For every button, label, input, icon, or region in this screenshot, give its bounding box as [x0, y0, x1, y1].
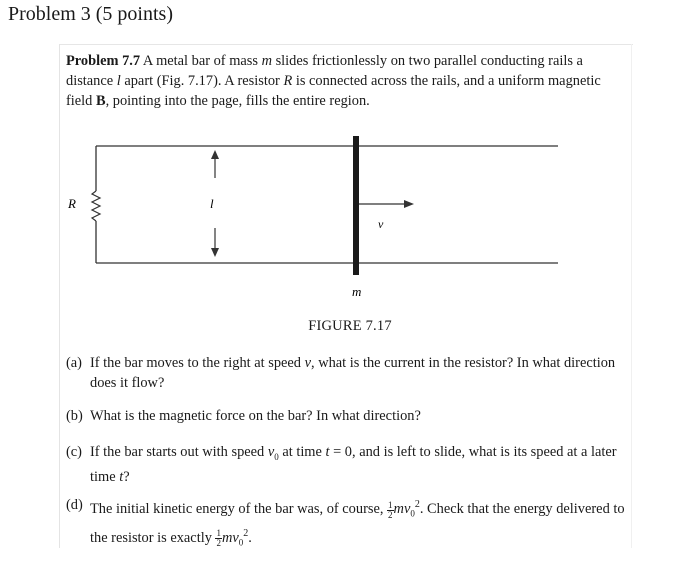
problem-text-1: A metal bar of mass — [140, 53, 262, 69]
rail-circuit-figure — [62, 136, 582, 306]
question-d-text: The initial kinetic energy of the bar was, of course, $\frac{1}{2}$ $mv_0^2$. Check that the energy delivered to the resistor is exactly $\frac{1}{2}$ $mv_0^2$. — [90, 499, 625, 549]
box-right-border — [631, 44, 632, 548]
problem-text-2: slides frictionlessly on two parallel conducting rails a distance — [66, 53, 583, 89]
question-b-label: (b) — [66, 408, 83, 424]
var-R: R — [283, 73, 293, 89]
problem-text-3: apart (Fig. 7.17). A resistor — [120, 73, 284, 89]
figure-caption: FIGURE 7.17 — [308, 318, 392, 334]
question-a — [66, 353, 626, 393]
question-c-label: (c) — [66, 444, 82, 460]
box-left-border — [59, 44, 60, 548]
question-a-label: (a) — [66, 355, 82, 371]
question-c — [66, 442, 626, 487]
problem-text-4: is connected across the rails, and a uniform magnetic field — [66, 73, 601, 109]
question-d — [66, 495, 626, 552]
question-b — [66, 406, 626, 426]
velocity-label: v — [378, 217, 384, 231]
var-m: m — [261, 53, 272, 69]
arrowhead-down-icon — [211, 248, 219, 257]
question-c-text: If the bar starts out with speed $v_0$ at time t = 0, and is left to slide, what is its speed at a later time t? — [90, 444, 617, 485]
separation-label: l — [210, 196, 214, 211]
resistor-label: R — [68, 196, 76, 211]
box-top-border — [59, 44, 633, 45]
question-a-text: If the bar moves to the right at speed v, what is the current in the resistor? In what direction does it flow? — [90, 355, 616, 391]
arrowhead-right-icon — [404, 200, 414, 208]
fraction-half: $\frac{1}{2}$ — [388, 499, 393, 520]
var-l: l — [116, 73, 121, 89]
arrowhead-up-icon — [211, 150, 219, 159]
problem-text-5: , pointing into the page, fills the entire region. — [105, 93, 370, 109]
resistor-zigzag — [92, 191, 100, 221]
fraction-half-2: $\frac{1}{2}$ — [216, 528, 221, 549]
question-d-label: (d) — [66, 497, 83, 513]
mass-label: m — [352, 284, 362, 299]
page-heading: Problem 3 (5 points) — [8, 3, 173, 25]
var-B: B — [95, 93, 106, 109]
question-b-text: What is the magnetic force on the bar? In what direction? — [90, 408, 421, 424]
problem-label: Problem 7.7 — [66, 53, 141, 69]
problem-statement — [66, 51, 628, 111]
metal-bar — [353, 136, 359, 275]
